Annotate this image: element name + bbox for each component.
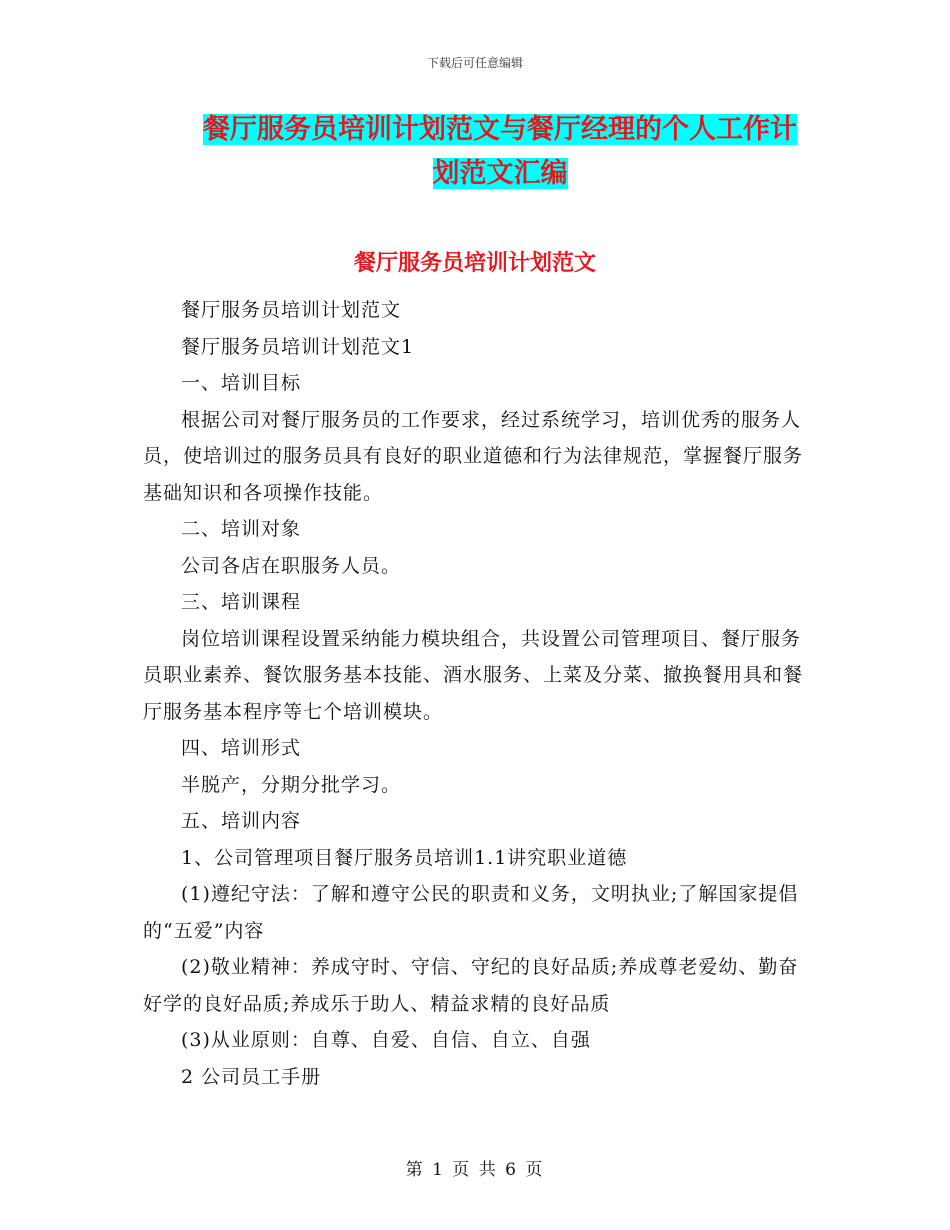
paragraph: 1、公司管理项目餐厅服务员培训1.1讲究职业道德 — [181, 846, 628, 869]
paragraph: 四、培训形式 — [181, 737, 302, 759]
paragraph: 餐厅服务员培训计划范文1 — [181, 335, 415, 358]
paragraph: 一、培训目标 — [181, 372, 302, 394]
paragraph: (2)敬业精神：养成守时、守信、守纪的良好品质;养成尊老爱幼、勤奋好学的良好品质;养成乐于助人、精益求精的良好品质 — [143, 956, 799, 1015]
paragraph: 餐厅服务员培训计划范文 — [181, 299, 402, 321]
document-title — [190, 108, 810, 196]
document-body — [143, 292, 803, 1095]
paragraph: 公司各店在职服务人员。 — [181, 554, 402, 577]
paragraph: 根据公司对餐厅服务员的工作要求，经过系统学习，培训优秀的服务人员，使培训过的服务员具有良好的职业道德和行为法律规范，掌握餐厅服务基础知识和各项操作技能。 — [143, 408, 804, 504]
page-footer: 第 1 页 共 6 页 — [405, 1160, 545, 1180]
paragraph: 五、培训内容 — [181, 810, 302, 832]
paragraph: (3)从业原则：自尊、自爱、自信、自立、自强 — [181, 1029, 591, 1051]
paragraph: (1)遵纪守法：了解和遵守公民的职责和义务，文明执业;了解国家提倡的“五爱”内容 — [143, 883, 799, 942]
header-note: 下载后可任意编辑 — [426, 56, 523, 70]
paragraph: 2 公司员工手册 — [181, 1065, 322, 1088]
paragraph: 半脱产，分期分批学习。 — [181, 773, 402, 796]
paragraph: 二、培训对象 — [181, 518, 302, 540]
section-title: 餐厅服务员培训计划范文 — [353, 251, 596, 276]
paragraph: 三、培训课程 — [181, 591, 302, 613]
document-title-text: 餐厅服务员培训计划范文与餐厅经理的个人工作计划范文汇编 — [203, 114, 797, 189]
paragraph: 岗位培训课程设置采纳能力模块组合，共设置公司管理项目、餐厅服务员职业素养、餐饮服务基本技能、酒水服务、上菜及分菜、撤换餐用具和餐厅服务基本程序等七个培训模块。 — [143, 627, 804, 723]
